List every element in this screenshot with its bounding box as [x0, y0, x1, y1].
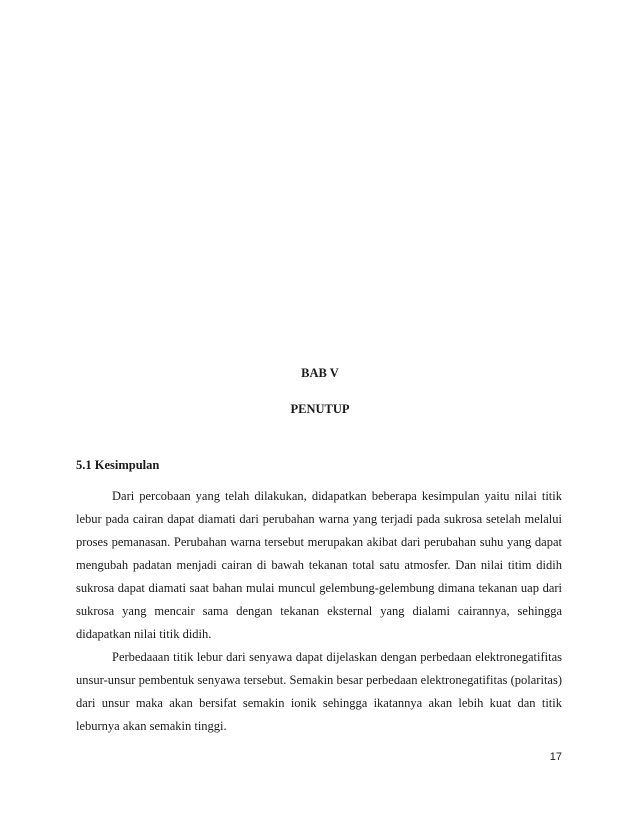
- chapter-number: BAB V: [301, 366, 339, 380]
- paragraph: Perbedaaan titik lebur dari senyawa dapat dijelaskan dengan perbedaan elektronegatifitas unsur-unsur pembentuk senyawa tersebut. Semakin besar perbedaan elektronegatifitas (polaritas) dari unsur maka akan bersifat semakin ionik sehingga ikatannya akan lebih kuat dan titik leburnya akan semakin tinggi.: [76, 650, 562, 733]
- chapter-title: PENUTUP: [290, 402, 350, 416]
- page-number: 17: [549, 751, 562, 763]
- section-heading: 5.1 Kesimpulan: [76, 458, 160, 472]
- paragraph: Dari percobaan yang telah dilakukan, didapatkan beberapa kesimpulan yaitu nilai titik lebur pada cairan dapat diamati dari perubahan warna yang terjadi pada sukrosa setelah melalui proses pemanasan. Perubahan warna tersebut merupakan akibat dari perubahan suhu yang dapat mengubah padatan menjadi cairan di bawah tekanan total satu atmosfer. Dan nilai titim didih sukrosa dapat diamati saat bahan mulai muncul gelembung-gelembung dimana tekanan uap dari sukrosa yang mencair sama dengan tekanan eksternal yang dialami cairannya, sehingga didapatkan nilai titik didih.: [76, 489, 562, 641]
